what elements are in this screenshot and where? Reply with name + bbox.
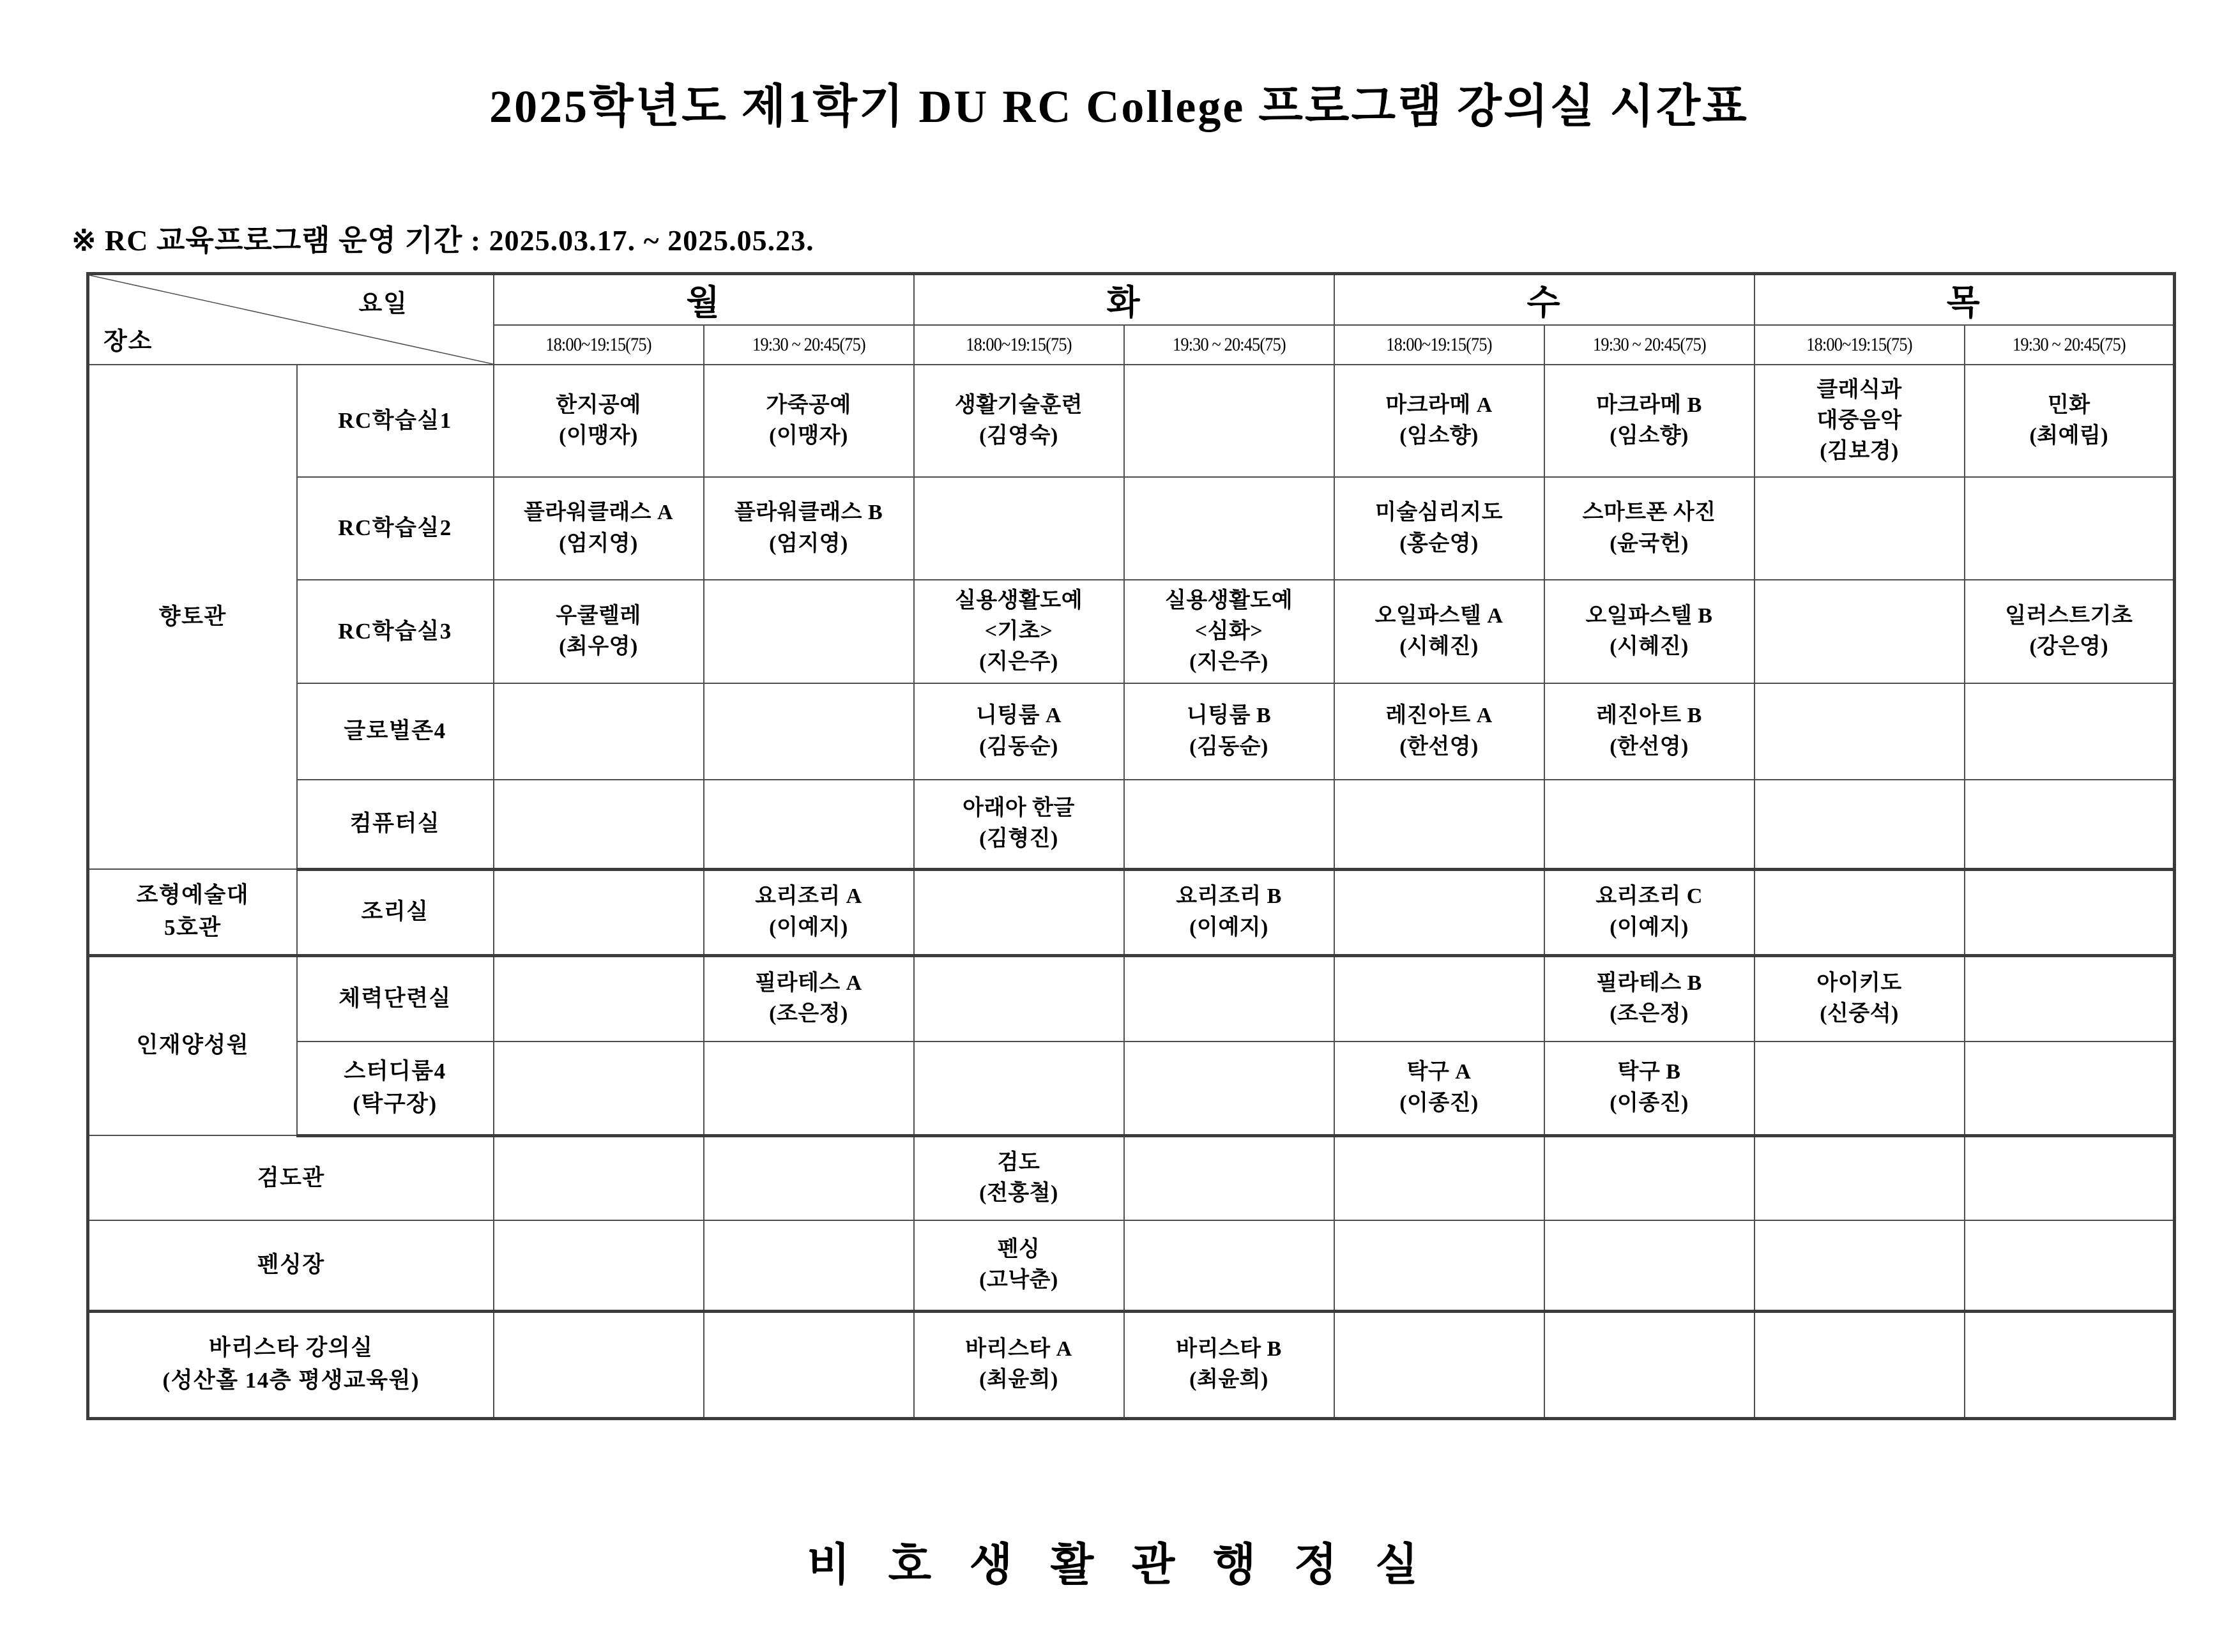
empty-cell — [1755, 1135, 1965, 1220]
class-cell — [914, 1220, 1124, 1311]
empty-cell — [1544, 1220, 1755, 1311]
empty-cell — [1334, 1135, 1544, 1220]
text-line: 아이키도 — [1816, 971, 1902, 995]
text-line: (지은주) — [979, 650, 1058, 674]
text-line: (신중석) — [1820, 1002, 1899, 1026]
text-line: 일러스트기초 — [2005, 603, 2133, 628]
empty-cell — [1755, 1220, 1965, 1311]
text-line: 스마트폰 사진 — [1582, 501, 1716, 525]
time-slot-header — [494, 325, 704, 365]
empty-cell — [1124, 1220, 1334, 1311]
text-line: 컴퓨터실 — [349, 810, 441, 836]
text-line: 필라테스 B — [1596, 971, 1702, 995]
class-cell — [1965, 365, 2175, 477]
empty-cell — [704, 580, 914, 683]
empty-cell — [1965, 1220, 2175, 1311]
class-cell — [1755, 365, 1965, 477]
table-row — [88, 580, 2175, 683]
time-slot-header — [1755, 325, 1965, 365]
empty-cell — [704, 780, 914, 869]
text-line: <심화> — [1194, 619, 1263, 643]
text-line: 바리스타 B — [1176, 1337, 1282, 1361]
table-row — [88, 1135, 2175, 1220]
text-line: 클래식과 — [1816, 377, 1902, 402]
empty-cell — [1124, 477, 1334, 580]
class-cell — [704, 365, 914, 477]
table-row — [88, 1311, 2175, 1418]
time-slot-header — [1124, 325, 1334, 365]
empty-cell — [1755, 580, 1965, 683]
empty-cell — [1965, 1042, 2175, 1135]
text-line: 검도관 — [257, 1165, 325, 1190]
class-cell — [1544, 477, 1755, 580]
empty-cell — [494, 1311, 704, 1418]
room-label — [297, 683, 494, 780]
table-row — [88, 955, 2175, 1042]
empty-cell — [1124, 1042, 1334, 1135]
room-label — [88, 1135, 494, 1220]
empty-cell — [1334, 780, 1544, 869]
text-line: (강은영) — [2029, 635, 2109, 658]
text-line: 펜싱 — [997, 1237, 1040, 1261]
class-cell — [1544, 1042, 1755, 1135]
time-slot-header — [914, 325, 1124, 365]
class-cell — [914, 780, 1124, 869]
text-line: 향토관 — [158, 603, 227, 629]
class-cell — [1334, 1042, 1544, 1135]
text-line: 바리스타 A — [965, 1337, 1072, 1361]
text-line: (홍순영) — [1399, 531, 1479, 556]
class-cell — [1124, 683, 1334, 780]
time-slot-header — [1965, 325, 2175, 365]
text-line: (이종진) — [1399, 1091, 1479, 1115]
text-line: (조은정) — [1610, 1002, 1689, 1026]
class-cell — [914, 580, 1124, 683]
empty-cell — [1544, 1311, 1755, 1418]
time-slot-header — [1334, 325, 1544, 365]
day-header: 월 — [494, 274, 914, 326]
empty-cell — [1755, 477, 1965, 580]
text-line: 오일파스텔 B — [1585, 603, 1713, 628]
text-line: 생활기술훈련 — [954, 393, 1083, 417]
empty-cell — [704, 1220, 914, 1311]
class-cell — [704, 869, 914, 955]
empty-cell — [1755, 1311, 1965, 1418]
class-cell — [914, 683, 1124, 780]
text-line: 탁구 B — [1617, 1060, 1681, 1084]
text-line: 조리실 — [361, 899, 429, 925]
table-row — [88, 683, 2175, 780]
text-line: 탁구 A — [1406, 1060, 1472, 1084]
time-slot-label: 19:30 ~ 20:45(75) — [1592, 334, 1706, 355]
empty-cell — [494, 683, 704, 780]
corner-day-axis-label: 요일 — [358, 290, 408, 317]
room-label — [88, 1311, 494, 1418]
empty-cell — [494, 1135, 704, 1220]
class-cell — [1124, 580, 1334, 683]
text-line: 니팅룸 A — [975, 704, 1062, 728]
empty-cell — [1334, 1311, 1544, 1418]
text-line: 니팅룸 B — [1186, 704, 1272, 728]
text-line: 레진아트 B — [1596, 704, 1702, 728]
class-cell — [494, 580, 704, 683]
room-label — [297, 477, 494, 580]
empty-cell — [914, 477, 1124, 580]
empty-cell — [914, 869, 1124, 955]
room-label — [297, 869, 494, 955]
building-label — [88, 869, 297, 955]
table-row — [88, 1220, 2175, 1311]
timetable-header — [88, 274, 2175, 365]
text-line: 실용생활도예 — [954, 588, 1083, 612]
empty-cell — [1965, 683, 2175, 780]
empty-cell — [704, 1311, 914, 1418]
empty-cell — [1965, 477, 2175, 580]
text-line: (최우영) — [559, 635, 638, 658]
empty-cell — [914, 955, 1124, 1042]
building-label — [88, 365, 297, 869]
time-slot-label: 19:30 ~ 20:45(75) — [752, 334, 865, 355]
class-cell — [1124, 869, 1334, 955]
text-line: (김보경) — [1820, 439, 1899, 464]
room-label — [297, 365, 494, 477]
text-line: (이종진) — [1610, 1091, 1689, 1115]
text-line: (시혜진) — [1399, 635, 1479, 658]
class-cell — [1544, 580, 1755, 683]
text-line: RC학습실1 — [338, 407, 452, 433]
text-line: (한선영) — [1610, 734, 1689, 759]
time-slot-label: 18:00~19:15(75) — [545, 334, 651, 355]
empty-cell — [1334, 869, 1544, 955]
footer-office: 비 호 생 활 관 행 정 실 — [807, 1539, 1431, 1589]
text-line: 레진아트 A — [1385, 704, 1493, 728]
class-cell — [1124, 1311, 1334, 1418]
empty-cell — [494, 1042, 704, 1135]
text-line: 플라워클래스 B — [734, 501, 883, 525]
time-slot-label: 18:00~19:15(75) — [966, 334, 1072, 355]
text-line: 글로벌존4 — [344, 718, 446, 744]
text-line: 조형예술대 — [136, 883, 250, 907]
text-line: 펜싱장 — [257, 1252, 325, 1277]
operation-period: ※ RC 교육프로그램 운영 기간 : 2025.03.17. ~ 2025.05.23. — [72, 224, 814, 257]
text-line: (지은주) — [1189, 650, 1268, 674]
room-label — [88, 1220, 494, 1311]
text-line: (이예지) — [1610, 915, 1689, 939]
text-line: 인재양성원 — [136, 1033, 250, 1058]
empty-cell — [1755, 780, 1965, 869]
class-cell — [1544, 683, 1755, 780]
text-line: 마크라메 A — [1385, 393, 1493, 417]
empty-cell — [1124, 365, 1334, 477]
text-line: 요리조리 B — [1176, 884, 1282, 909]
text-line: 바리스타 강의실 — [209, 1335, 374, 1361]
text-line: 마크라메 B — [1596, 393, 1702, 417]
text-line: 대중음악 — [1816, 408, 1902, 432]
room-label — [297, 1042, 494, 1135]
text-line: 요리조리 C — [1595, 884, 1703, 909]
room-label — [297, 580, 494, 683]
day-header: 목 — [1755, 274, 2175, 326]
room-label — [297, 780, 494, 869]
class-cell — [914, 365, 1124, 477]
empty-cell — [704, 683, 914, 780]
class-cell — [1755, 955, 1965, 1042]
text-line: (이예지) — [1189, 915, 1268, 939]
time-slot-label: 18:00~19:15(75) — [1386, 334, 1492, 355]
text-line: 5호관 — [164, 914, 222, 940]
time-slot-label: 18:00~19:15(75) — [1806, 334, 1912, 355]
empty-cell — [1124, 1135, 1334, 1220]
text-line: (최윤희) — [979, 1368, 1058, 1391]
empty-cell — [1965, 955, 2175, 1042]
class-cell — [1334, 477, 1544, 580]
text-line: <기초> — [984, 619, 1053, 643]
table-row — [88, 780, 2175, 869]
class-cell — [1544, 869, 1755, 955]
corner-place-axis-label: 장소 — [103, 328, 153, 355]
text-line: 아래아 한글 — [963, 796, 1075, 820]
empty-cell — [1334, 1220, 1544, 1311]
class-cell — [494, 365, 704, 477]
table-row — [88, 365, 2175, 477]
text-line: 필라테스 A — [755, 971, 862, 995]
building-label — [88, 955, 297, 1135]
text-line: (성산홀 14층 평생교육원) — [162, 1368, 420, 1393]
empty-cell — [1124, 780, 1334, 869]
empty-cell — [1965, 1311, 2175, 1418]
text-line: (김영숙) — [979, 424, 1058, 448]
text-line: (이맹자) — [559, 424, 638, 448]
empty-cell — [1755, 869, 1965, 955]
class-cell — [1965, 580, 2175, 683]
text-line: 실용생활도예 — [1164, 588, 1293, 612]
timetable-body — [88, 365, 2175, 1418]
text-line: 검도 — [997, 1150, 1040, 1174]
day-header: 수 — [1334, 274, 1755, 326]
text-line: (고낙춘) — [979, 1268, 1058, 1292]
class-cell — [704, 955, 914, 1042]
text-line: RC학습실3 — [338, 618, 452, 644]
empty-cell — [914, 1042, 1124, 1135]
empty-cell — [704, 1135, 914, 1220]
empty-cell — [1124, 955, 1334, 1042]
empty-cell — [494, 780, 704, 869]
empty-cell — [704, 1042, 914, 1135]
class-cell — [494, 477, 704, 580]
page-title: 2025학년도 제1학기 DU RC College 프로그램 강의실 시간표 — [489, 81, 1749, 132]
text-line: (김동순) — [979, 734, 1058, 759]
empty-cell — [494, 955, 704, 1042]
class-cell — [1334, 365, 1544, 477]
time-slot-label: 19:30 ~ 20:45(75) — [1172, 334, 1286, 355]
empty-cell — [1544, 1135, 1755, 1220]
text-line: 미술심리지도 — [1374, 501, 1503, 525]
text-line: (윤국헌) — [1610, 531, 1689, 556]
text-line: 플라워클래스 A — [523, 501, 674, 525]
text-line: (한선영) — [1399, 734, 1479, 759]
text-line: (조은정) — [769, 1002, 848, 1026]
text-line: (최윤희) — [1189, 1368, 1268, 1391]
corner-cell — [88, 274, 494, 365]
room-label — [297, 955, 494, 1042]
class-cell — [704, 477, 914, 580]
text-line: (이맹자) — [769, 424, 848, 448]
day-header: 화 — [914, 274, 1334, 326]
text-line: (시혜진) — [1610, 635, 1689, 658]
class-cell — [1334, 580, 1544, 683]
empty-cell — [1755, 1042, 1965, 1135]
text-line: (엄지영) — [769, 531, 848, 556]
class-cell — [914, 1135, 1124, 1220]
text-line: (김형진) — [979, 827, 1058, 851]
text-line: 한지공예 — [556, 393, 641, 417]
class-cell — [1334, 683, 1544, 780]
table-row — [88, 869, 2175, 955]
text-line: 요리조리 A — [755, 884, 862, 909]
empty-cell — [1544, 780, 1755, 869]
text-line: 우쿨렐레 — [556, 603, 641, 628]
text-line: (김동순) — [1189, 734, 1268, 759]
empty-cell — [1334, 955, 1544, 1042]
text-line: 스터디룸4 — [344, 1059, 446, 1084]
empty-cell — [494, 1220, 704, 1311]
time-slot-label: 19:30 ~ 20:45(75) — [2012, 334, 2126, 355]
text-line: (임소향) — [1399, 424, 1479, 448]
text-line: (탁구장) — [353, 1091, 438, 1116]
table-row — [88, 477, 2175, 580]
class-cell — [914, 1311, 1124, 1418]
table-row — [88, 1042, 2175, 1135]
class-cell — [1544, 955, 1755, 1042]
empty-cell — [1965, 780, 2175, 869]
text-line: (엄지영) — [559, 531, 638, 556]
text-line: (최예림) — [2029, 424, 2109, 448]
text-line: 오일파스텔 A — [1374, 603, 1503, 628]
time-slot-header — [704, 325, 914, 365]
time-slot-header — [1544, 325, 1755, 365]
text-line: 가죽공예 — [766, 393, 851, 417]
empty-cell — [1965, 869, 2175, 955]
empty-cell — [494, 869, 704, 955]
text-line: RC학습실2 — [338, 515, 452, 541]
text-line: (전홍철) — [979, 1181, 1058, 1206]
text-line: 민화 — [2047, 393, 2090, 417]
timetable-document — [0, 69, 2238, 1652]
header-row-days — [88, 274, 2175, 326]
empty-cell — [1965, 1135, 2175, 1220]
class-cell — [1544, 365, 1755, 477]
text-line: (임소향) — [1610, 424, 1689, 448]
text-line: 체력단련실 — [339, 985, 452, 1011]
empty-cell — [1755, 683, 1965, 780]
text-line: (이예지) — [769, 915, 848, 939]
timetable — [86, 272, 2176, 1420]
